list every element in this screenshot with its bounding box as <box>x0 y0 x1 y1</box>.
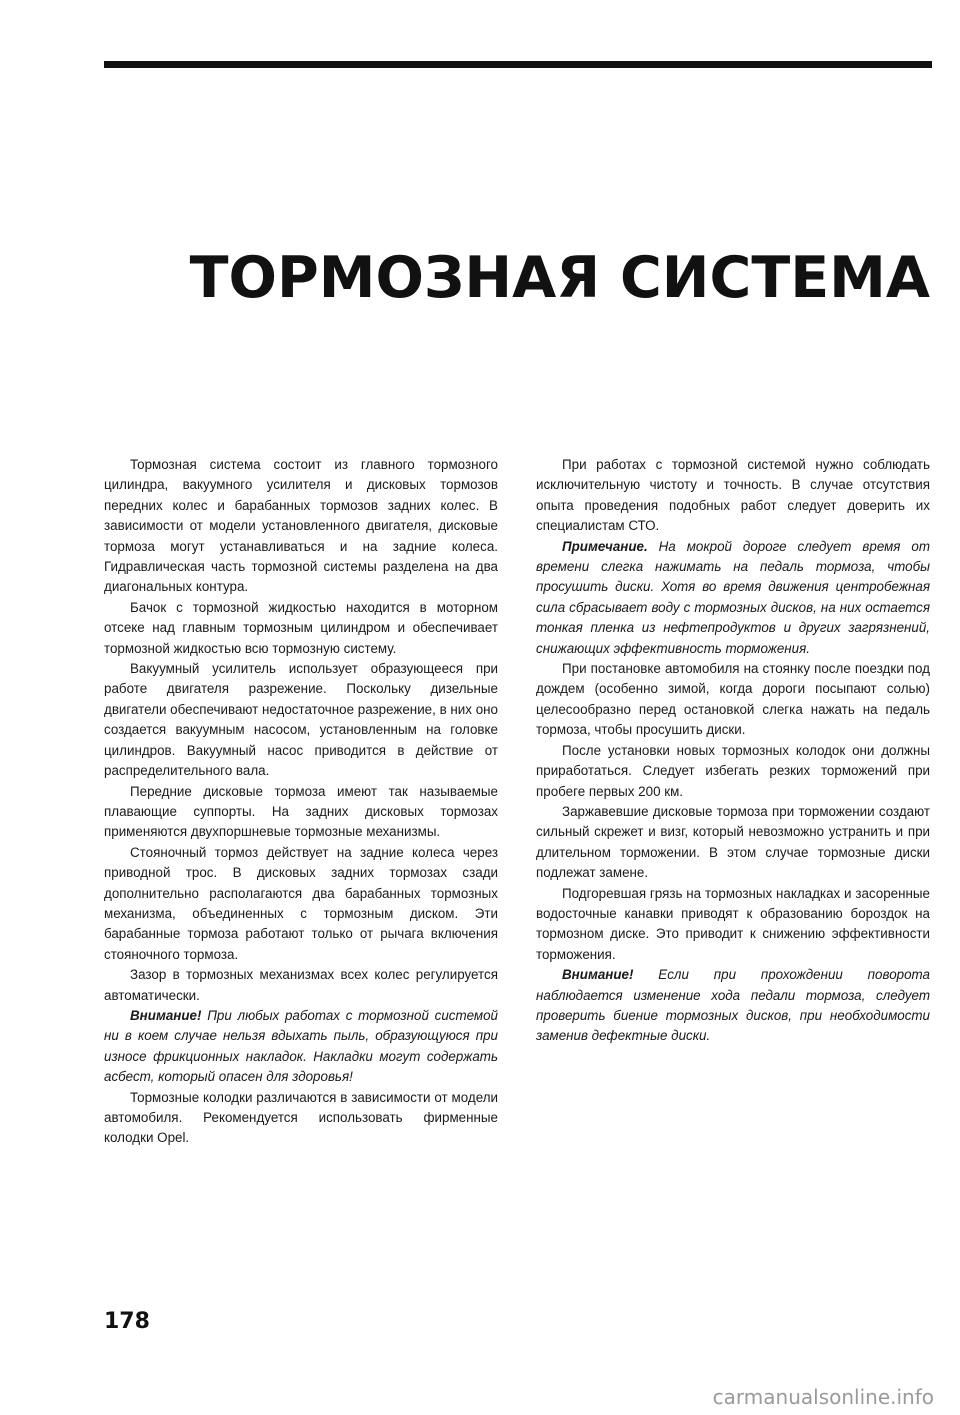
note-label: Примечание. <box>562 538 648 554</box>
paragraph: После установки новых тормозных колодок они должны приработаться. Следует избегать резких торможений при пробеге первых 200 км. <box>536 742 930 799</box>
note-paragraph <box>536 537 930 659</box>
paragraph: Бачок с тормозной жидкостью находится в моторном отсеке над главным тормозным цилиндром и обеспечивает тормозной жидкостью всю тормозную систему. <box>104 599 498 656</box>
warning-text: Если при прохождении поворота наблюдается изменение хода педали тормоза, следует проверить биение тормозных дисков, при необходимости заменив дефектные диски. <box>536 967 930 1044</box>
warning-label: Внимание! <box>562 967 634 983</box>
warning-paragraph <box>104 1006 498 1088</box>
page-number: 178 <box>104 1309 150 1334</box>
warning-text: При любых работах с тормозной системой ни в коем случае нельзя вдыхать пыль, образующуюся при износе фрикционных накладок. Накладки могут содержать асбест, который опасен для здоровья! <box>104 1007 498 1085</box>
paragraph: Зазор в тормозных механизмах всех колес регулируется автоматически. <box>104 967 498 1003</box>
top-rule <box>104 61 932 68</box>
paragraph: Тормозная система состоит из главного тормозного цилиндра, вакуумного усилителя и дисковых тормозов передних колес и барабанных тормозов задних колес. В зависимости от модели установленного двигателя, дисковые тормоза могут устанавливаться и на задние колеса. Гидравлическая часть тормозной системы разделена на два диагональных контура. <box>104 457 498 595</box>
paragraph: При постановке автомобиля на стоянку после поездки под дождем (особенно зимой, когда дороги посыпают солью) целесообразно перед остановкой слегка нажать на педаль тормоза, чтобы просушить диски. <box>536 661 930 738</box>
left-column <box>104 455 498 1149</box>
paragraph: Заржавевшие дисковые тормоза при торможении создают сильный скрежет и визг, который невозможно устранить и при длительном торможении. В этом случае тормозные диски подлежат замене. <box>536 803 930 881</box>
paragraph: Передние дисковые тормоза имеют так называемые плавающие суппорты. На задних дисковых тормозах применяются двухпоршневые тормозные механизмы. <box>104 783 498 840</box>
warning-label: Внимание! <box>130 1007 202 1023</box>
paragraph: При работах с тормозной системой нужно соблюдать исключительную чистоту и точность. В случае отсутствия опыта проведения подобных работ следует доверить их специалистам СТО. <box>536 457 930 534</box>
paragraph: Подгоревшая грязь на тормозных накладках и засоренные водосточные канавки приводят к образованию бороздок на тормозном диске. Это приводит к снижению эффективности торможения. <box>536 885 930 962</box>
paragraph: Стояночный тормоз действует на задние колеса через приводной трос. В дисковых задних тормозах сзади дополнительно располагаются два барабанных тормозных механизма, объединенных с тормозным диском. Эти барабанные тормоза работают только от рычага включения стояночного тормоза. <box>104 844 498 962</box>
paragraph: Вакуумный усилитель использует образующееся при работе двигателя разрежение. Поскольку дизельные двигатели обеспечивают недостаточное разрежение, в них оно создается вакуумным насосом, установленным на головке цилиндров. Вакуумный насос приводится в действие от распределительного вала. <box>104 661 498 779</box>
paragraph: Тормозные колодки различаются в зависимости от модели автомобиля. Рекомендуется использовать фирменные колодки Opel. <box>104 1089 498 1146</box>
note-text: На мокрой дороге следует время от времени слегка нажимать на педаль тормоза, чтобы просушить диски. Хотя во время движения центробежная сила сбрасывает воду с тормозных дисков, на них остается тонкая пленка из нефтепродуктов и других загрязнений, снижающих эффективность торможения. <box>536 538 930 656</box>
warning-paragraph <box>536 965 930 1047</box>
page-title: ТОРМОЗНАЯ СИСТЕМА <box>189 245 930 312</box>
watermark: carmanualsonline.info <box>712 1385 934 1409</box>
right-column <box>536 455 930 1047</box>
